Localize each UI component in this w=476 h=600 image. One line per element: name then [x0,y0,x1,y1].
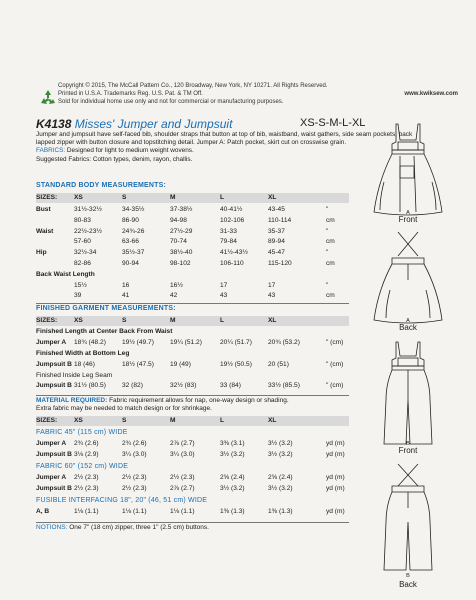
table-cell: cm [326,260,335,267]
interfacing-label: FUSIBLE INTERFACING 18", 20" (46, 51 cm) WIDE [36,497,208,504]
table-cell: 27½-29 [170,227,193,235]
table-cell: 2⅝ (2.4) [268,474,293,481]
finished-heading: FINISHED GARMENT MEASUREMENTS: [36,305,176,312]
fabrics-text: Designed for light to medium weight wovens. [66,147,194,155]
table-cell: 102-106 [220,216,245,224]
notions-label: NOTIONS: [36,524,68,531]
size-range: XS-S-M-L-XL [300,117,366,129]
row-label: Bust [36,206,51,213]
table-cell: XL [268,417,277,424]
figure-label: Back [399,580,417,589]
table-cell: 106-110 [220,260,244,267]
table-cell: 63-66 [122,238,139,246]
table-cell: XS [74,317,83,324]
table-cell: " [326,206,329,213]
table-cell: 19¼ (51.2) [170,339,202,346]
table-cell: 17 [220,281,228,289]
table-cell: 1⅜ (1.3) [220,508,245,515]
table-cell: 110-114 [268,216,292,224]
material-text-2: Extra fabric may be needed to match design or for shrinkage. [36,405,212,413]
figure-label: Front [398,446,418,455]
pattern-description [36,131,416,164]
table-cell: 2½ (2.3) [122,485,147,492]
table-cell: 70-74 [170,238,187,246]
row-label: Jumper A [36,474,67,481]
divider [36,522,349,523]
row-label: Jumpsuit B [36,361,72,368]
row-label: Jumper A [36,339,67,346]
table-cell: " (cm) [326,361,344,368]
row-label: Waist [36,227,54,235]
table-cell: 79-84 [220,238,237,246]
figure-label: Front [398,215,418,224]
table-cell: 18½ (47.5) [122,361,154,368]
table-cell: 18 (46) [74,361,95,368]
table-cell: 37-38½ [170,206,193,213]
table-cell: 98-102 [170,260,191,267]
figure-letter: A [406,318,410,324]
table-cell: 31½-32½ [74,206,102,213]
copyright-notice [58,82,458,106]
table-cell: 35-37 [268,227,285,235]
table-cell: " (cm) [326,339,344,346]
row-label: SIZES: [36,317,58,324]
pattern-title [36,117,366,131]
table-cell: 41 [122,292,130,300]
fabric-45-label: FABRIC 45" (115 cm) WIDE [36,429,128,436]
table-cell: 82-86 [74,260,91,267]
table-cell: yd (m) [326,451,345,458]
row-label: SIZES: [36,194,58,201]
fabrics-label: FABRICS: [36,147,66,155]
copyright-line-1: Copyright © 2015, The McCall Pattern Co., 120 Broadway, New York, NY 10271. All Rights Reserved. [58,83,328,89]
table-cell: 1⅛ (1.1) [74,508,99,515]
table-cell: S [122,417,127,424]
table-cell: 2½ (2.3) [74,485,99,492]
table-cell: 41½-43½ [220,249,248,257]
table-cell: 2¾ (2.6) [122,440,147,447]
finished-width-label: Finished Width at Bottom Leg [36,350,130,357]
table-cell: 20 (51) [268,361,289,368]
table-cell: 31½ (80.5) [74,382,106,389]
figure-letter: B [406,573,410,579]
table-cell: 1⅛ (1.1) [122,508,147,515]
table-cell: 39 [74,292,82,300]
copyright-line-2: Printed in U.S.A. Trademarks Reg. U.S. Pat. & TM Off. [58,91,203,97]
table-cell: 3½ (3.2) [268,440,293,447]
table-cell: L [220,317,225,324]
table-cell: 89-94 [268,238,285,246]
finished-inseam-label: Finished Inside Leg Seam [36,372,113,379]
table-cell: cm [326,292,335,300]
table-cell: 2½ (2.3) [170,474,195,481]
figure-letter: A [406,210,410,216]
table-cell: 1⅛ (1.1) [170,508,195,515]
table-cell: 18¾ (48.2) [74,339,106,346]
row-label: Jumper A [36,440,67,447]
table-cell: XL [268,317,277,324]
table-cell: 19½ (50.5) [220,361,252,368]
figure-label: Back [399,323,417,332]
table-cell: 35½-37 [122,249,145,257]
table-cell: XL [268,194,277,201]
material-required [36,397,356,414]
description-text: Jumper and jumpsuit have self-faced bib, shoulder straps that button at top of bib, waistband, waist gathers, side seam pockets, back lapped zipper with button closure and topstitching detail. Jumper A: Patch pocket, skirt cut on crosswise grain. [36,131,413,147]
table-cell: 17 [268,281,276,289]
table-cell: S [122,317,127,324]
material-text-1: Fabric requirement allows for nap, one-way design or shading. [109,397,289,404]
row-label: Jumpsuit B [36,382,72,389]
table-cell: 2⅞ (2.7) [170,440,195,447]
table-cell: 94-98 [170,216,187,224]
body-measurements-heading: STANDARD BODY MEASUREMENTS: [36,182,166,189]
table-cell: yd (m) [326,485,345,492]
table-cell: yd (m) [326,508,345,515]
fabric-60-label: FABRIC 60" (152 cm) WIDE [36,463,129,470]
table-cell: 20¼ (51.7) [220,339,252,346]
table-cell: cm [326,216,335,224]
table-cell: 2⅞ (2.7) [170,485,195,492]
recycle-icon [38,88,58,108]
table-cell: 40-41½ [220,206,243,213]
table-cell: " [326,227,329,235]
table-cell: M [170,417,176,424]
table-cell: 32 (82) [122,382,143,389]
pattern-code: K4138 [36,117,72,131]
row-label: Hip [36,249,47,257]
table-cell: M [170,317,176,324]
table-cell: 3¼ (3.0) [122,451,147,458]
table-cell: 2½ (2.3) [122,474,147,481]
table-cell: yd (m) [326,440,345,447]
table-cell: 43 [220,292,228,300]
table-cell: 20¾ (53.2) [268,339,300,346]
table-cell: 42 [170,292,178,300]
table-cell: 115-120 [268,260,292,267]
figure-letter: B [406,441,410,447]
table-cell: XS [74,194,83,201]
table-cell: 3⅜ (3.1) [220,440,245,447]
table-cell: 80-83 [74,216,91,224]
row-label: Back Waist Length [36,270,95,278]
finished-length-label: Finished Length at Center Back From Waist [36,328,173,335]
table-cell: 86-90 [122,216,139,224]
table-cell: 3½ (3.2) [268,451,293,458]
table-cell: " [326,249,329,257]
website-link[interactable]: www.kwiksew.com [404,91,458,97]
table-cell: 33½ (85.5) [268,382,300,389]
table-cell: 2½ (2.3) [74,474,99,481]
jumpsuit-front-illustration [370,340,446,450]
table-cell: 2¾ (2.6) [74,440,99,447]
row-label: SIZES: [36,417,58,424]
table-cell: L [220,194,225,201]
table-cell: S [122,194,127,201]
table-cell: 31-33 [220,227,237,235]
table-cell: " [326,281,329,289]
table-cell: 3½ (3.2) [220,485,245,492]
jumper-back-illustration [370,230,446,326]
table-cell: 33 (84) [220,382,241,389]
table-cell: 32½-34 [74,249,97,257]
table-cell: 19 (49) [170,361,191,368]
table-cell: 16 [122,281,130,289]
table-cell: L [220,417,225,424]
table-cell: 32½ (83) [170,382,197,389]
table-cell: cm [326,238,335,246]
table-cell: 24¾-26 [122,227,145,235]
table-cell: 3¼ (3.0) [170,451,195,458]
table-cell: yd (m) [326,474,345,481]
table-cell: 34-35½ [122,206,145,213]
divider [36,303,349,304]
table-cell: 3⅛ (2.9) [74,451,99,458]
jumper-front-illustration [370,122,446,218]
notions [36,524,356,532]
jumpsuit-back-illustration [370,462,446,580]
table-cell: 43 [268,292,276,300]
table-cell: 57-60 [74,238,91,246]
table-cell: 2⅝ (2.4) [220,474,245,481]
table-cell: 90-94 [122,260,139,267]
row-label: Jumpsuit B [36,451,72,458]
table-cell: 22½-23½ [74,227,102,235]
table-cell: " (cm) [326,382,344,389]
table-cell: 16½ [170,281,183,289]
table-cell: 19½ (49.7) [122,339,154,346]
table-cell: 15½ [74,281,87,289]
row-label: Jumpsuit B [36,485,72,492]
notions-text: One 7" (18 cm) zipper, three 1" (2.5 cm) buttons. [69,524,209,531]
table-cell: 38½-40 [170,249,193,257]
table-cell: M [170,194,176,201]
copyright-line-3: Sold for individual home use only and not for commercial or manufacturing purposes. [58,99,284,105]
pattern-name: Misses' Jumper and Jumpsuit [74,117,233,131]
table-cell: 45-47 [268,249,285,257]
suggested-fabrics: Suggested Fabrics: Cotton types, denim, rayon, challis. [36,155,193,163]
material-heading: MATERIAL REQUIRED: [36,397,108,404]
table-cell: 1⅜ (1.3) [268,508,293,515]
divider [36,395,349,396]
table-cell: XS [74,417,83,424]
table-cell: 3½ (3.2) [220,451,245,458]
table-cell: 3½ (3.2) [268,485,293,492]
row-label: A, B [36,508,50,515]
table-cell: 43-45 [268,206,285,213]
